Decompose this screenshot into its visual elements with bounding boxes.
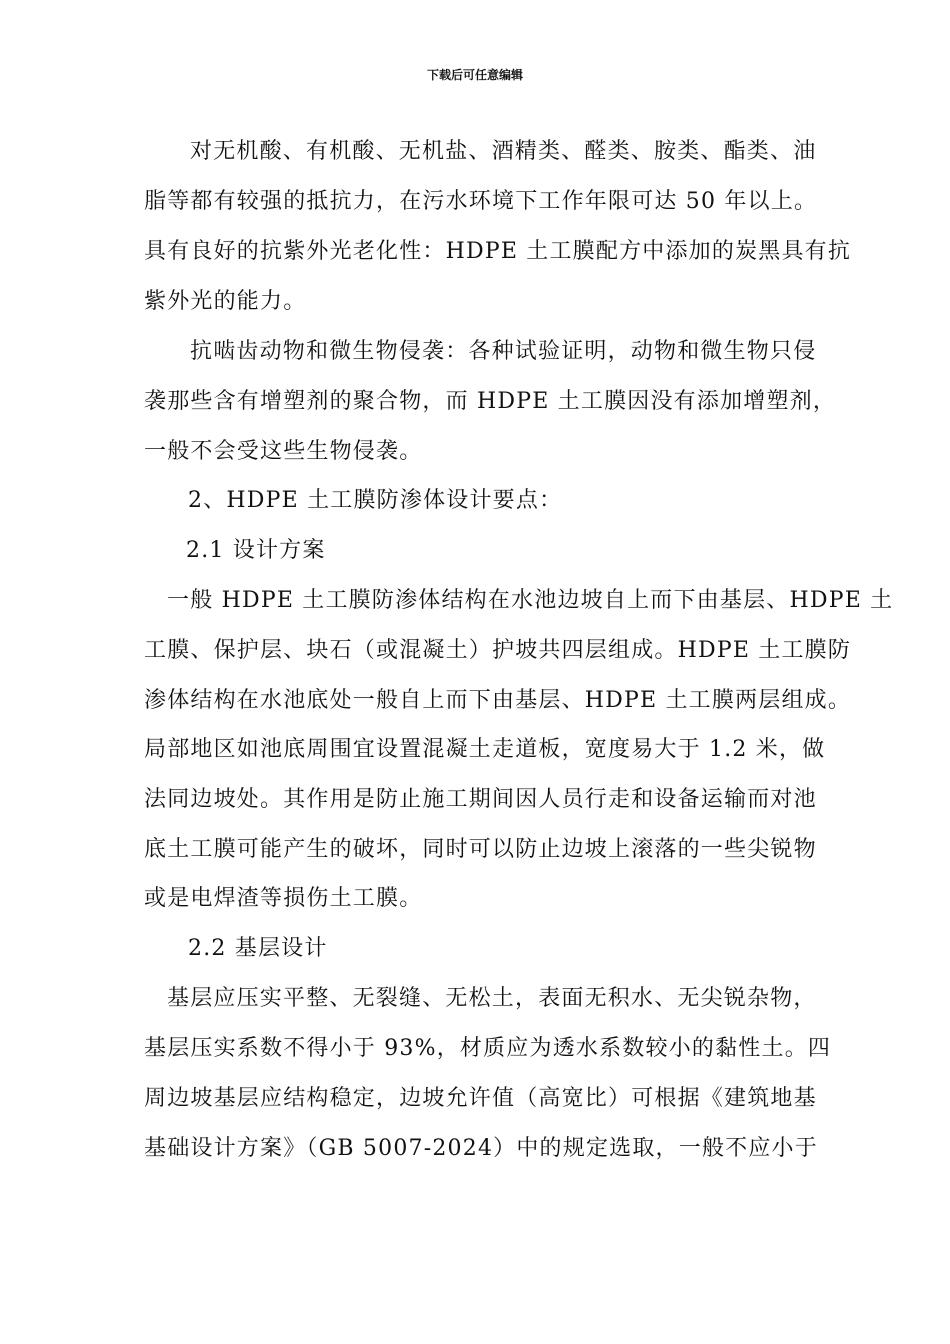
subsection-heading: 2.1 设计方案: [186, 538, 326, 563]
body-line: 基础设计方案》（GB 5007-2024）中的规定选取，一般不应小于: [144, 1136, 818, 1161]
body-line: 局部地区如池底周围宜设置混凝土走道板，宽度易大于 1.2 米，做: [144, 737, 826, 762]
body-line: 对无机酸、有机酸、无机盐、酒精类、醛类、胺类、酯类、油: [190, 139, 817, 164]
body-line: 底土工膜可能产生的破坏，同时可以防止边坡上滚落的一些尖锐物: [144, 837, 817, 862]
body-line: 一般不会受这些生物侵袭。: [144, 439, 423, 464]
body-line: 袭那些含有增塑剂的聚合物，而 HDPE 土工膜因没有添加增塑剂，: [144, 389, 837, 414]
body-line: 或是电焊渣等损伤土工膜。: [144, 886, 423, 911]
body-line: 周边坡基层应结构稳定，边坡允许值（高宽比）可根据《建筑地基: [144, 1086, 817, 1111]
body-line: 工膜、保护层、块石（或混凝土）护坡共四层组成。HDPE 土工膜防: [144, 638, 852, 663]
body-line: 基层应压实平整、无裂缝、无松土，表面无积水、无尖锐杂物，: [167, 986, 817, 1011]
body-line: 法同边坡处。其作用是防止施工期间因人员行走和设备运输而对池: [144, 787, 817, 812]
body-line: 基层压实系数不得小于 93%，材质应为透水系数较小的黏性土。四: [144, 1036, 832, 1061]
section-heading: 2、HDPE 土工膜防渗体设计要点：: [188, 488, 563, 513]
page-header: 下载后可任意编辑: [426, 68, 523, 82]
subsection-heading: 2.2 基层设计: [188, 936, 328, 961]
body-line: 具有良好的抗紫外光老化性：HDPE 土工膜配方中添加的炭黑具有抗: [144, 239, 852, 264]
body-line: 渗体结构在水池底处一般自上而下由基层、HDPE 土工膜两层组成。: [144, 688, 852, 713]
body-line: 紫外光的能力。: [144, 289, 307, 314]
body-line: 抗啮齿动物和微生物侵袭：各种试验证明，动物和微生物只侵: [190, 339, 817, 364]
body-line: 一般 HDPE 土工膜防渗体结构在水池边坡自上而下由基层、HDPE 土: [167, 588, 894, 613]
body-line: 脂等都有较强的抵抗力，在污水环境下工作年限可达 50 年以上。: [144, 189, 818, 214]
